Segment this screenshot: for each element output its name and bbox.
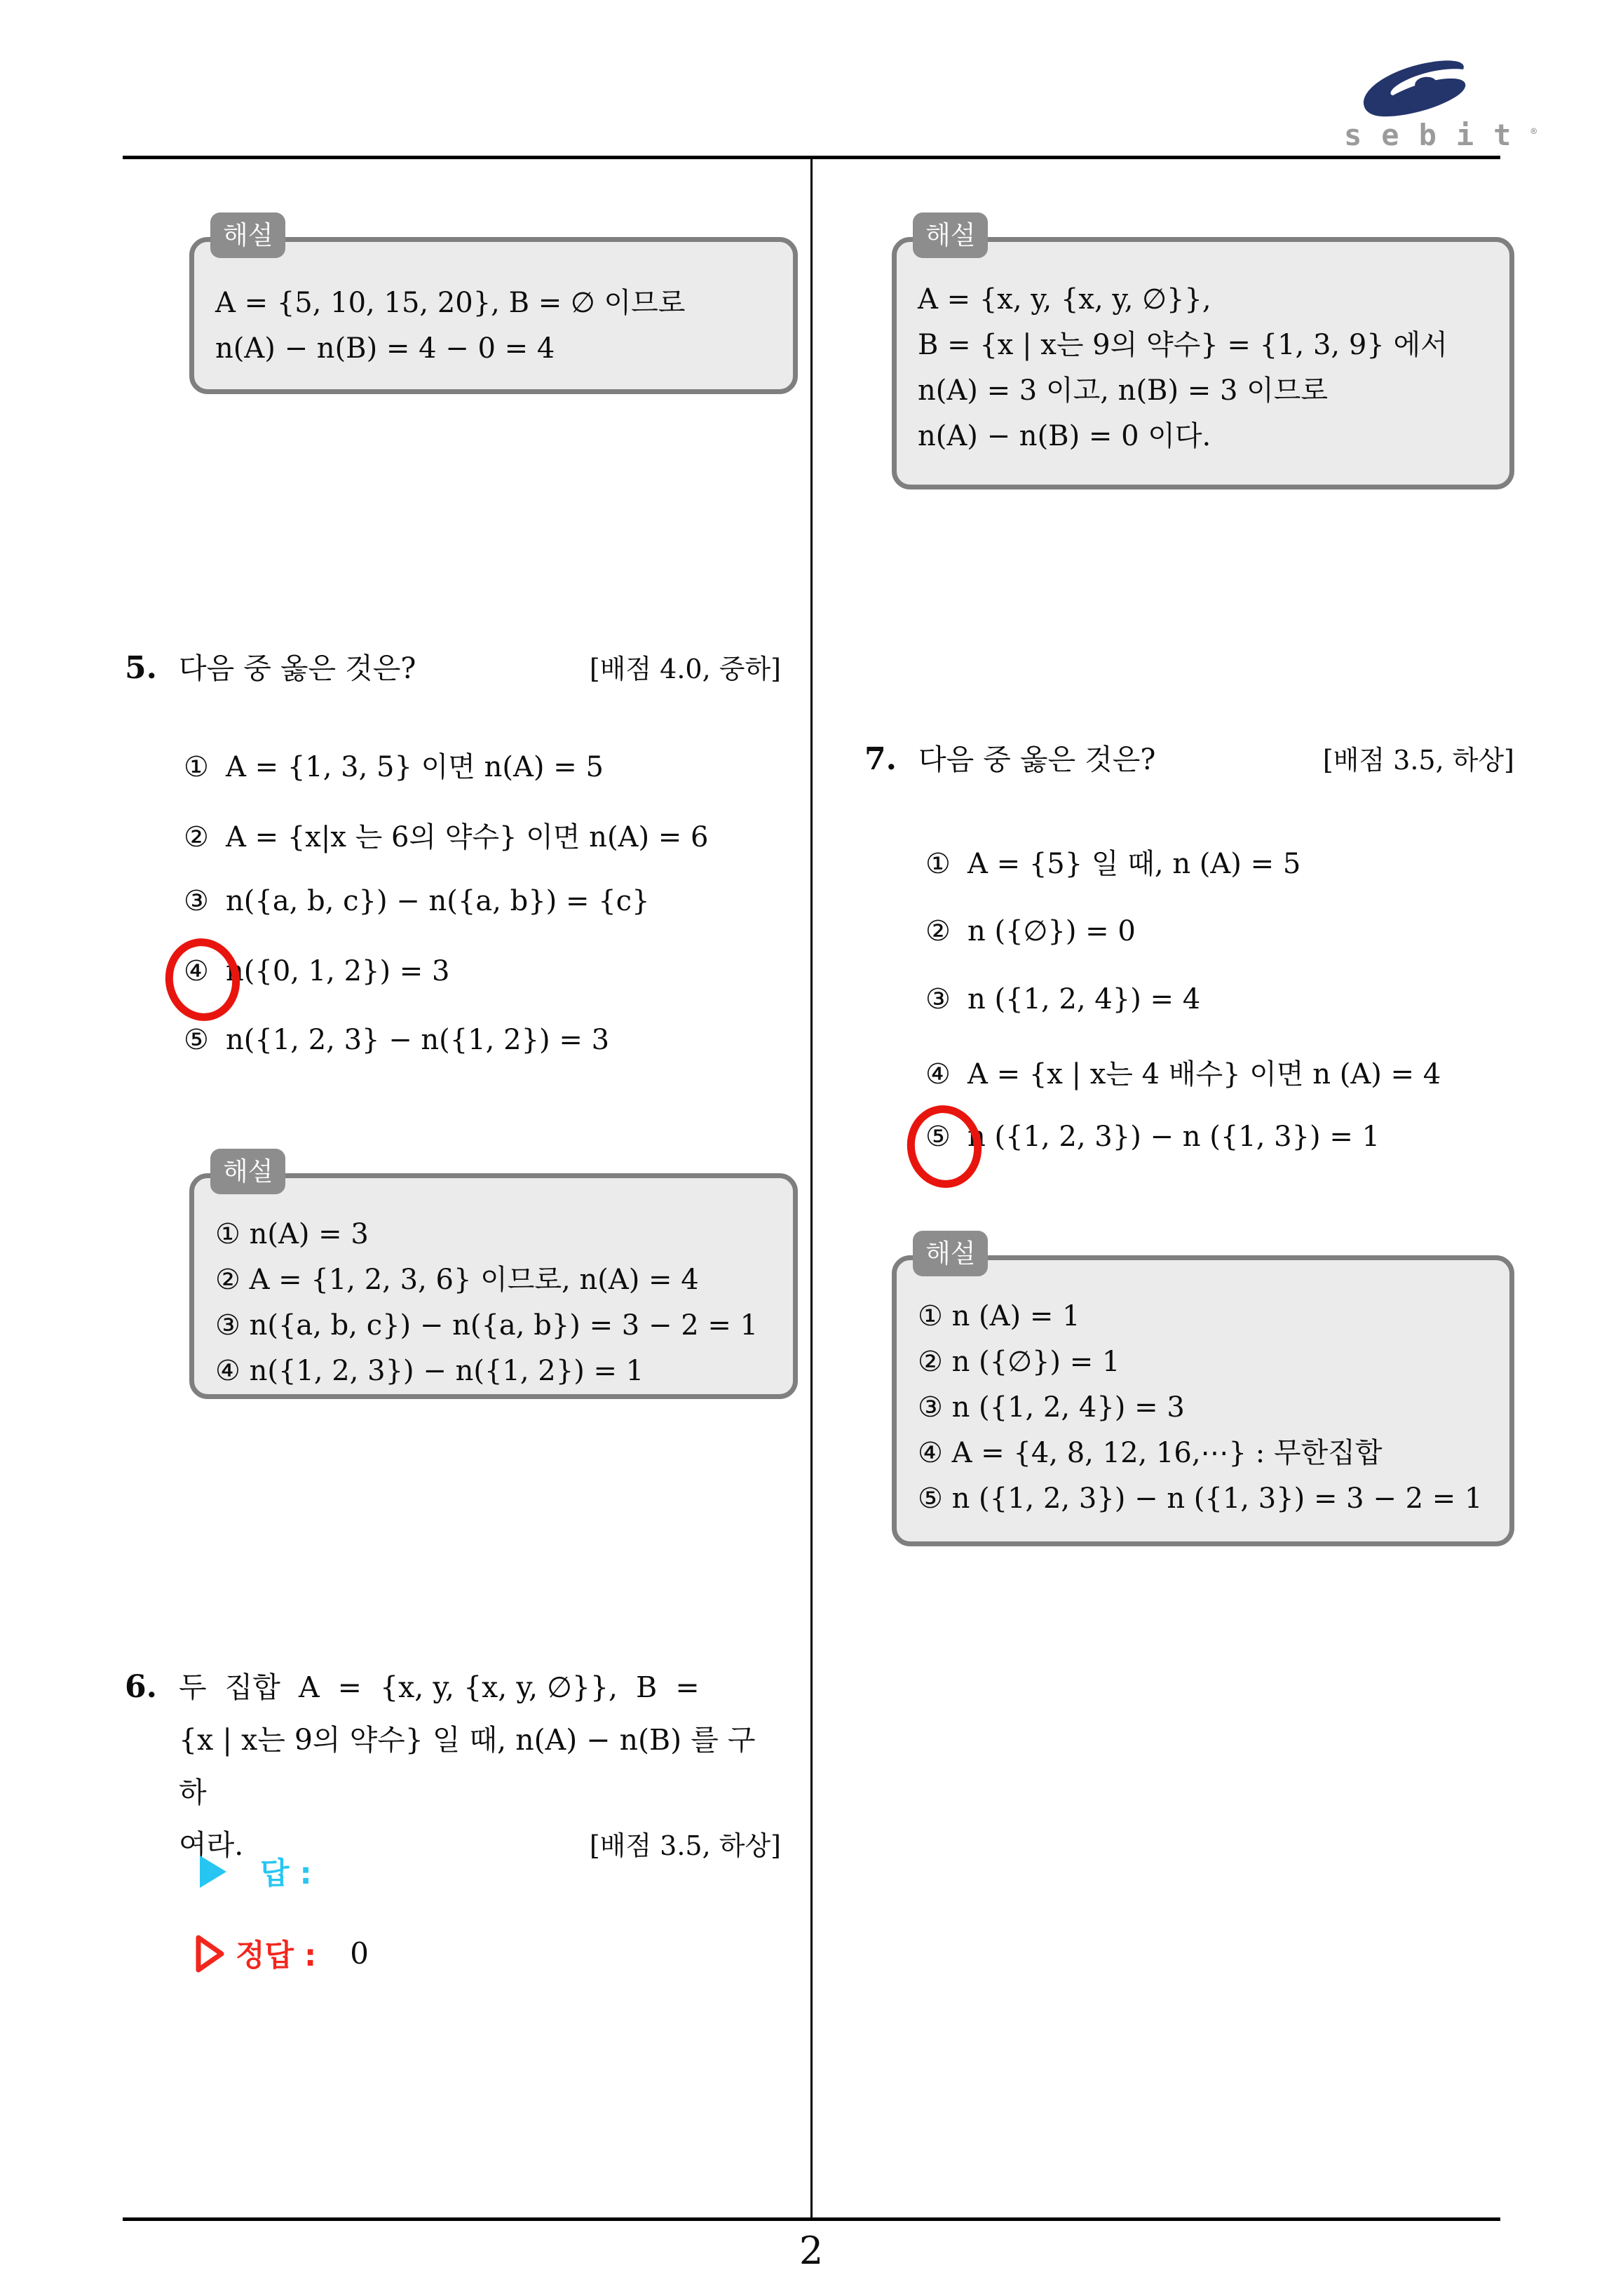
- explanation-line: ③ n ({1, 2, 4}) = 3: [918, 1391, 1185, 1424]
- problem-text-line: {x | x는 9의 약수} 일 때, n(A) − n(B) 를 구하: [179, 1723, 756, 1809]
- option-text: n ({1, 2, 3}) − n ({1, 3}) = 1: [967, 1121, 1380, 1153]
- option-row: [184, 745, 801, 785]
- problem-points: [배점 3.5, 하상]: [589, 1830, 781, 1861]
- problem-number: 7.: [864, 741, 897, 777]
- page-number: 2: [799, 2229, 824, 2273]
- problem-7-header: [864, 736, 1514, 778]
- problem-question: 다음 중 옳은 것은?: [918, 743, 1156, 776]
- correct-answer-row: [195, 1932, 369, 1975]
- explanation-tab-label: 해설: [925, 220, 976, 250]
- option-marker: ④: [184, 955, 209, 987]
- explanation-line: A = {x, y, {x, y, ∅}},: [918, 283, 1211, 316]
- problem-text-line: 여라.: [179, 1828, 244, 1862]
- option-row: [184, 815, 801, 855]
- option-text: A = {x|x 는 6의 약수} 이면 n(A) = 6: [226, 821, 709, 853]
- correct-answer-label: 정답 :: [236, 1938, 317, 1973]
- explanation-line: ③ n({a, b, c}) − n({a, b}) = 3 − 2 = 1: [215, 1309, 759, 1342]
- explanation-line: B = {x | x는 9의 약수} = {1, 3, 9} 에서: [918, 329, 1448, 361]
- option-marker: ⑤: [925, 1121, 951, 1153]
- explanation-box-2: [189, 1173, 798, 1399]
- sebit-swoosh-icon: [1343, 55, 1504, 125]
- option-row: [184, 955, 801, 987]
- option-marker: ①: [184, 751, 209, 783]
- explanation-box-1: [189, 237, 798, 394]
- option-text: A = {x | x는 4 배수} 이면 n (A) = 4: [967, 1058, 1441, 1090]
- option-text: A = {5} 일 때, n (A) = 5: [967, 848, 1301, 880]
- explanation-line: ② A = {1, 2, 3, 6} 이므로, n(A) = 4: [215, 1264, 699, 1296]
- problem-points: [배점 4.0, 중하]: [589, 654, 781, 684]
- option-marker: ②: [925, 915, 951, 947]
- answer-label: 답 :: [260, 1856, 312, 1891]
- problem-5-header: [125, 645, 781, 687]
- brand-text: sebit: [1344, 118, 1531, 152]
- explanation-line: ① n (A) = 1: [918, 1300, 1080, 1332]
- problem-text-line: 두 집합 A = {x, y, {x, y, ∅}}, B =: [179, 1670, 700, 1704]
- option-marker: ⑤: [184, 1024, 209, 1056]
- problem-number: 6.: [125, 1669, 157, 1705]
- explanation-line: n(A) − n(B) = 0 이다.: [918, 420, 1211, 452]
- explanation-line: ④ A = {4, 8, 12, 16,⋯} : 무한집합: [918, 1437, 1383, 1469]
- problem-points: [배점 3.5, 하상]: [1322, 745, 1514, 776]
- explanation-box-4: [892, 1255, 1514, 1546]
- sebit-logo: [1343, 55, 1504, 125]
- option-text: n ({1, 2, 4}) = 4: [967, 983, 1201, 1015]
- explanation-tab: [210, 1149, 285, 1194]
- answer-row: [200, 1850, 312, 1893]
- option-row: [925, 1052, 1514, 1092]
- explanation-line: ② n ({∅}) = 1: [918, 1346, 1120, 1378]
- option-marker: ②: [184, 821, 209, 853]
- answer-triangle-icon: [200, 1856, 226, 1888]
- footer-rule: [123, 2217, 1500, 2221]
- option-row: [925, 842, 1514, 882]
- brand-wordmark: [1344, 118, 1537, 152]
- explanation-tab: [913, 212, 988, 258]
- registered-mark: ®: [1530, 126, 1537, 137]
- explanation-tab: [210, 212, 285, 258]
- problem-number: 5.: [125, 650, 157, 686]
- option-marker: ③: [925, 983, 951, 1015]
- problem-question: 다음 중 옳은 것은?: [179, 651, 416, 685]
- option-row: [925, 915, 1514, 947]
- explanation-line: ① n(A) = 3: [215, 1218, 369, 1250]
- explanation-box-3: [892, 237, 1514, 489]
- option-marker: ③: [184, 885, 209, 917]
- column-divider: [810, 156, 813, 2220]
- answer-circle-annotation: [159, 933, 247, 1027]
- explanation-line: A = {5, 10, 15, 20}, B = ∅ 이므로: [215, 287, 686, 319]
- option-text: n({1, 2, 3} − n({1, 2}) = 3: [226, 1024, 610, 1056]
- option-text: n ({∅}) = 0: [967, 915, 1136, 947]
- explanation-tab-label: 해설: [223, 220, 273, 250]
- explanation-line: ④ n({1, 2, 3}) − n({1, 2}) = 1: [215, 1355, 644, 1387]
- problem-6: [125, 1661, 781, 1872]
- explanation-line: ⑤ n ({1, 2, 3}) − n ({1, 3}) = 3 − 2 = 1: [918, 1483, 1483, 1515]
- explanation-tab-label: 해설: [925, 1238, 976, 1269]
- correct-answer-triangle-icon: [195, 1934, 226, 1973]
- option-row: [925, 983, 1514, 1015]
- option-marker: ④: [925, 1058, 951, 1090]
- option-text: n({0, 1, 2}) = 3: [226, 955, 450, 987]
- explanation-line: n(A) − n(B) = 4 − 0 = 4: [215, 332, 555, 365]
- option-text: A = {1, 3, 5} 이면 n(A) = 5: [226, 751, 604, 783]
- option-row: [925, 1121, 1514, 1153]
- option-row: [184, 885, 801, 917]
- option-marker: ①: [925, 848, 951, 880]
- option-text: n({a, b, c}) − n({a, b}) = {c}: [226, 885, 650, 917]
- explanation-line: n(A) = 3 이고, n(B) = 3 이므로: [918, 374, 1329, 407]
- option-row: [184, 1024, 801, 1056]
- explanation-tab-label: 해설: [223, 1156, 273, 1187]
- explanation-tab: [913, 1231, 988, 1276]
- answer-circle-annotation: [901, 1100, 989, 1194]
- correct-answer-value: 0: [350, 1936, 369, 1971]
